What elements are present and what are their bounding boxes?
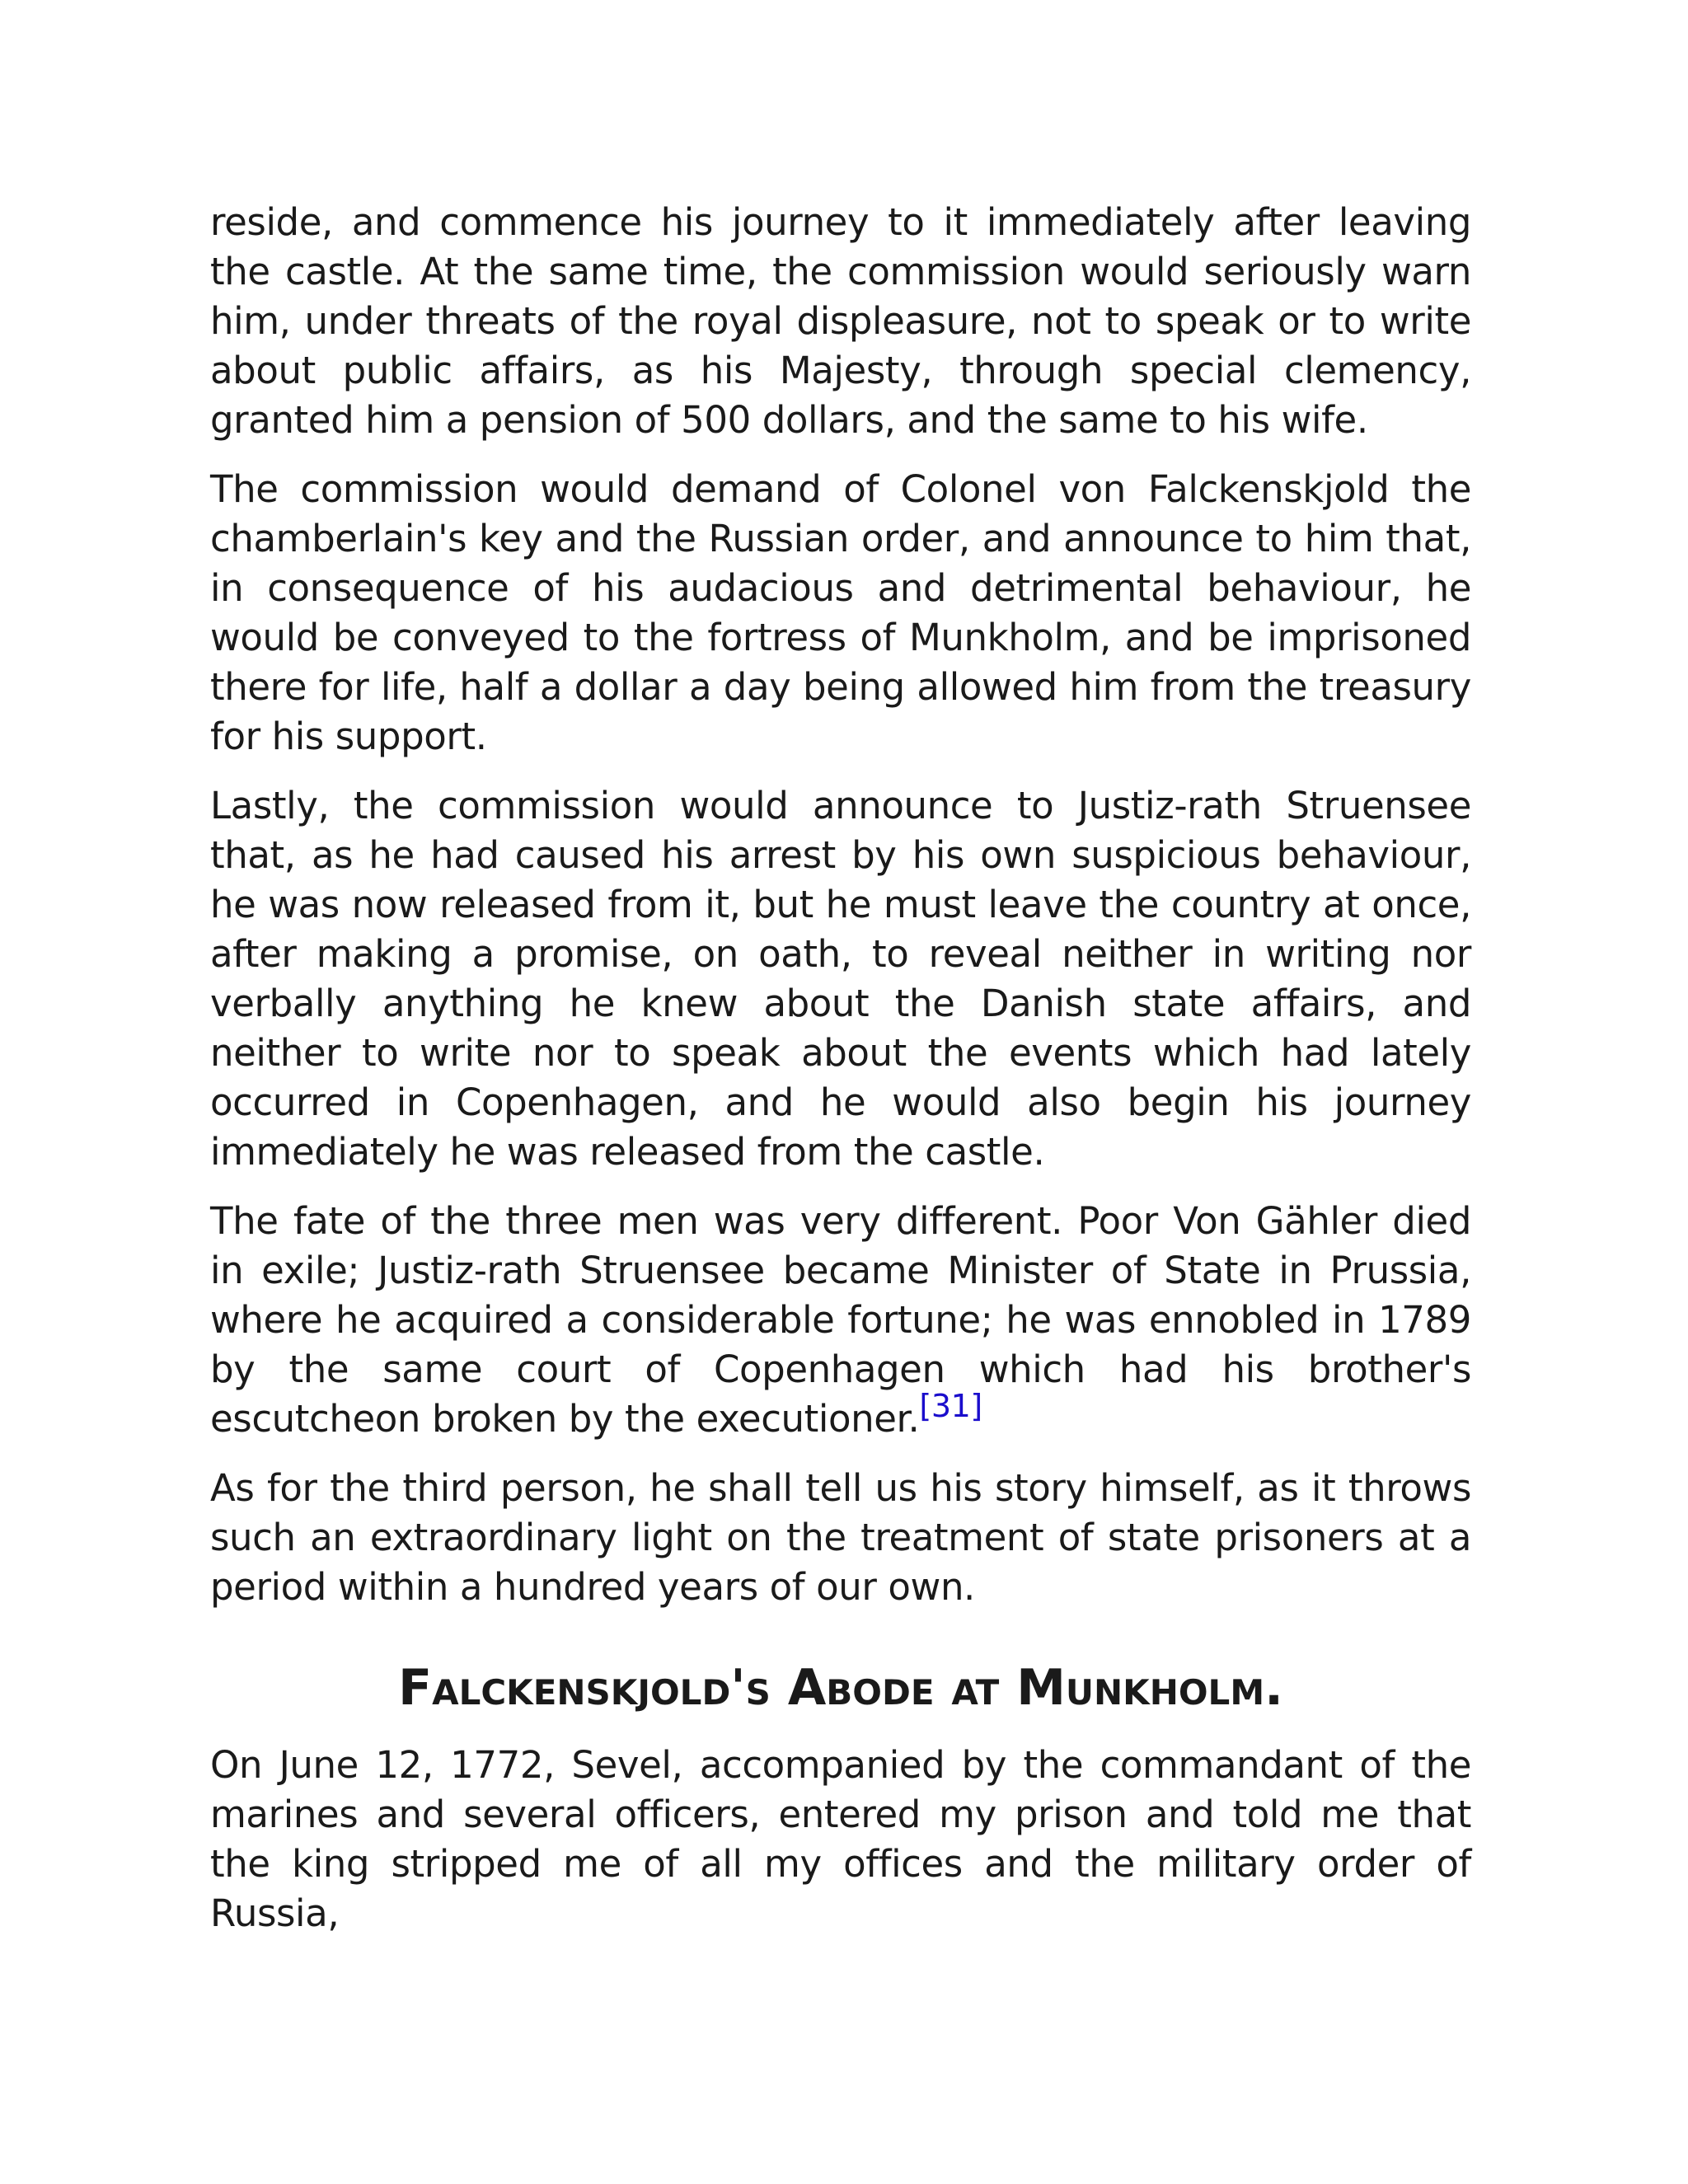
paragraph-2: The commission would demand of Colonel von Falckenskjold the chamberlain's key and the Russian order, and announce to him that, in consequence of his audacious and detrimental behaviour, he would be conveyed to the fortress of Munkholm, and be imprisoned there for life, half a dollar a day being allowed him from the treasury for his support. <box>210 467 1471 758</box>
paragraph-1: reside, and commence his journey to it immediately after leaving the castle. At the same time, the commission would seriously warn him, under threats of the royal displeasure, not to speak or to write about public affairs, as his Majesty, through special clemency, granted him a pension of 500 dollars, and the same to his wife. <box>210 200 1471 442</box>
paragraph-4 <box>210 1197 1471 1444</box>
document-page <box>210 198 1471 1958</box>
paragraph-4-text: The fate of the three men was very different. Poor Von Gähler died in exile; Justiz-rath Struensee became Minister of State in Prussia, where he acquired a considerable fortune; he was ennobled in 1789 by the same court of Copenhagen which had his brother's escutcheon broken by the executioner. <box>210 1199 1471 1441</box>
section-paragraph: On June 12, 1772, Sevel, accompanied by the commandant of the marines and several officers, entered my prison and told me that the king stripped me of all my offices and the military order of Russia, <box>210 1743 1471 1935</box>
paragraph-5: As for the third person, he shall tell us his story himself, as it throws such an extraordinary light on the treatment of state prisoners at a period within a hundred years of our own. <box>210 1466 1471 1609</box>
section-heading: Falckenskjold's Abode at Munkholm. <box>398 1659 1283 1717</box>
paragraph-3: Lastly, the commission would announce to Justiz-rath Struensee that, as he had caused his arrest by his own suspicious behaviour, he was now released from it, but he must leave the country at once, after making a promise, on oath, to reveal neither in writing nor verbally anything he knew about the Danish state affairs, and neither to write nor to speak about the events which had lately occurred in Copenhagen, and he would also begin his journey immediately he was released from the castle. <box>210 784 1471 1174</box>
footnote-link[interactable]: [31] <box>919 1388 982 1424</box>
